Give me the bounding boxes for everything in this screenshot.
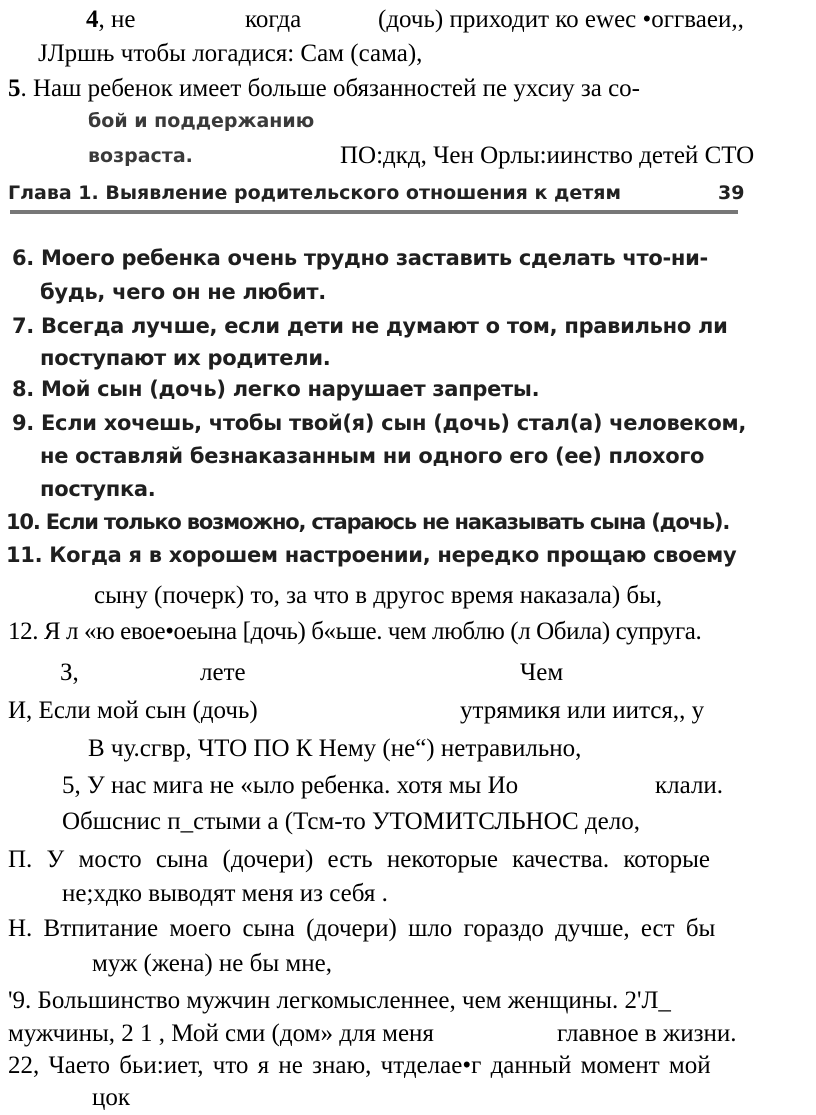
bottom-line-4b: утрямикя или иится,, у	[460, 697, 705, 724]
header-rule	[10, 210, 738, 214]
scan-line-1: 6. Моего ребенка очень трудно заставить сделать что-ни-	[12, 246, 708, 270]
scan-line-10: 11. Когда я в хорошем настроении, нередко прощаю своему	[6, 543, 737, 567]
scan-line-8: поступка.	[40, 477, 156, 501]
scan-line-3: 7. Всегда лучше, если дети не думают о том, правильно ли	[12, 314, 728, 338]
bottom-line-3c: Чем	[520, 659, 564, 686]
text-line-5a: возраста.	[88, 145, 193, 167]
bottom-line-8	[8, 846, 812, 874]
text-fragment-when: когда	[245, 6, 302, 33]
chapter-header: Глава 1. Выявление родительского отношения к детям	[8, 182, 621, 204]
text-line-4: бой и поддержанию	[88, 110, 315, 132]
text-line-1	[86, 6, 135, 34]
bottom-line-10: Н. Втпитание моего сына (дочери) шло гораздо дучше, ест бы	[8, 915, 716, 942]
text-line-3	[8, 75, 640, 103]
bottom-line-3b: лете	[200, 659, 246, 686]
item-number: 5	[8, 75, 21, 102]
bottom-line-6a: 5, У нас мига не «ыло ребенка. хотя мы Ио	[62, 772, 519, 799]
bottom-line-3a: З,	[60, 659, 79, 686]
bottom-line-4a: И, Если мой сын (дочь)	[8, 697, 258, 724]
scan-line-4: поступают их родители.	[40, 346, 331, 370]
page-number: 39	[718, 182, 745, 204]
bottom-line-15: цок	[92, 1084, 131, 1111]
text-fragment: . Наш ребенок имеет больше обязанностей пе ухсиу за со-	[20, 75, 641, 102]
bottom-line-6b: клали.	[655, 772, 724, 799]
text-line-5b: ПО:дкд, Чен Орлы:иинство детей СТО	[340, 142, 755, 169]
bottom-line-14: 22, Чаето бьи:иет, что я не знаю, чтделае•г данный момент мой	[8, 1052, 711, 1079]
item-number: 4	[86, 6, 99, 33]
bottom-line-2: 12. Я л «ю евое•оеына [дочь) б«ьше. чем люблю (л Обила) супруга.	[8, 618, 702, 645]
text-fragment: , не	[98, 6, 136, 33]
scan-line-5: 8. Мой сын (дочь) легко нарушает запреты.	[12, 377, 540, 401]
text-line-2: JЛpшњ чтобы логадися: Сам (сама),	[38, 40, 423, 67]
bottom-line-5: В чу.сгвр, ЧТО ПО К Нему (не“) нетравильно,	[88, 735, 582, 762]
bottom-line-1: сыну (почерк) то, за что в другос время наказала) бы,	[94, 582, 663, 609]
bottom-line-13a: мужчины, 2 1 , Мой сми (дом» для меня	[8, 1020, 434, 1047]
scan-line-9: 10. Если только возможно, стараюсь не наказывать сына (дочь).	[6, 510, 730, 534]
bottom-line-12: '9. Большинство мужчин легкомысленнее, чем женщины. 2'Л_	[8, 987, 671, 1014]
scan-line-6: 9. Если хочешь, чтобы твой(я) сын (дочь) стал(а) человеком,	[12, 411, 746, 435]
bottom-line-7: Обшснис п_стыми а (Тсм-то УТОМИТСЛЬНОС дело,	[62, 808, 640, 835]
text-fragment: П. У мосто сына (дочери) есть некоторые качества. которые	[8, 846, 710, 873]
bottom-line-11: муж (жена) не бы мне,	[92, 950, 332, 977]
bottom-line-13b: главное в жизни.	[557, 1020, 737, 1047]
scan-line-7: не оставляй безнаказанным ни одного его (ее) плохого	[40, 444, 705, 468]
scan-line-2: будь, чего он не любит.	[40, 280, 326, 304]
bottom-line-9: не;хдко выводят меня из себя .	[62, 880, 388, 907]
text-fragment-daughter: (дочь) приходит ко ewec •оггваеи,,	[378, 6, 744, 33]
